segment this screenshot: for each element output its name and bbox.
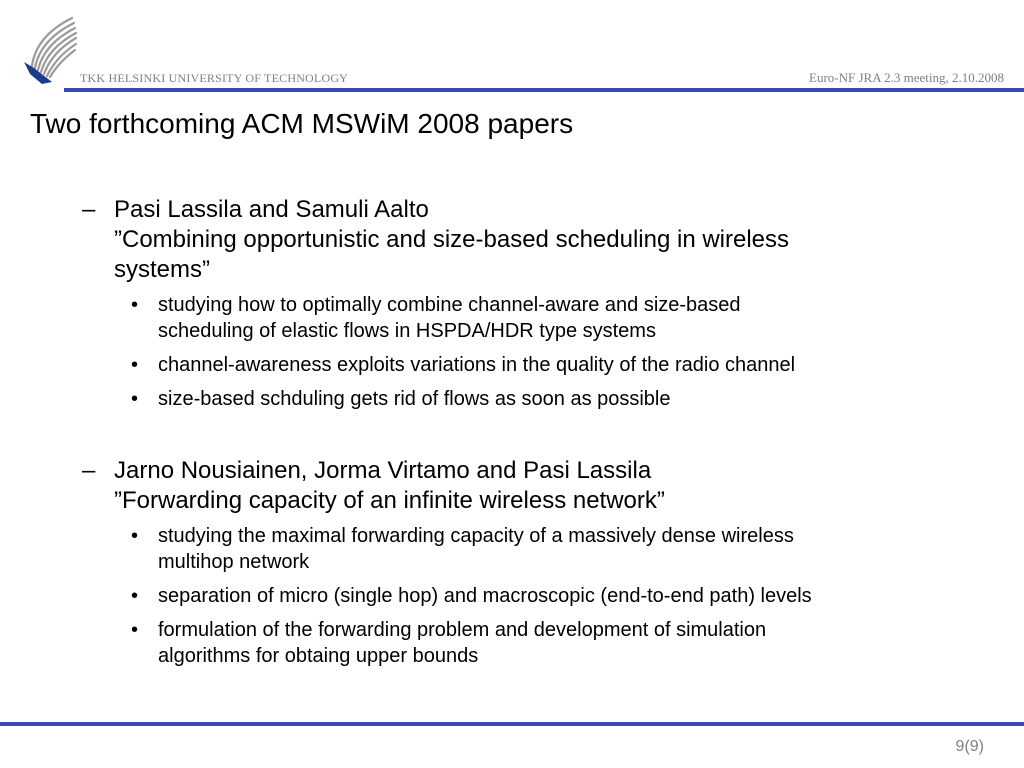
bullet-dot-icon: •: [131, 294, 139, 316]
bullet-line: multihop network: [158, 551, 310, 573]
dash-marker: –: [82, 457, 96, 484]
bullet-line: size-based schduling gets rid of flows as soon as possible: [158, 388, 671, 410]
paper-2-bullets: [0, 523, 1024, 669]
paper-1-title-line-1: ”Combining opportunistic and size-based scheduling in wireless: [114, 226, 790, 253]
header-rule: [64, 88, 1024, 92]
bullet-line: formulation of the forwarding problem and development of simulation: [158, 619, 767, 641]
paper-2-authors: Jarno Nousiainen, Jorma Virtamo and Pasi Lassila: [114, 457, 652, 484]
paper-1-authors: Pasi Lassila and Samuli Aalto: [114, 196, 429, 223]
university-name: TKK HELSINKI UNIVERSITY OF TECHNOLOGY: [80, 71, 349, 85]
paper-2: [0, 456, 1024, 669]
bullet-dot-icon: •: [131, 619, 139, 641]
bullet-line: separation of micro (single hop) and macroscopic (end-to-end path) levels: [158, 585, 812, 607]
bullet-item: [0, 617, 1024, 669]
bullet-line: channel-awareness exploits variations in the quality of the radio channel: [158, 354, 796, 376]
slide-title: Two forthcoming ACM MSWiM 2008 papers: [30, 108, 574, 139]
bullet-item: [0, 386, 1024, 412]
page-number: 9(9): [955, 738, 984, 755]
bullet-item: [0, 292, 1024, 344]
bullet-line: studying how to optimally combine channel-aware and size-based: [158, 294, 741, 316]
tkk-logo-icon: [22, 14, 78, 88]
bullet-line: algorithms for obtaing upper bounds: [158, 645, 479, 667]
bullet-dot-icon: •: [131, 388, 139, 410]
paper-1-bullets: [0, 292, 1024, 412]
paper-2-title-line-1: ”Forwarding capacity of an infinite wireless network”: [114, 487, 665, 514]
bullet-item: [0, 352, 1024, 378]
bullet-dot-icon: •: [131, 585, 139, 607]
paper-1: [0, 195, 1024, 412]
bullet-dot-icon: •: [131, 354, 139, 376]
bullet-item: [0, 523, 1024, 575]
bullet-dot-icon: •: [131, 525, 139, 547]
bullet-line: studying the maximal forwarding capacity of a massively dense wireless: [158, 525, 794, 547]
bullet-item: [0, 583, 1024, 609]
dash-marker: –: [82, 196, 96, 223]
slide-content: [0, 195, 1024, 713]
paper-1-title-line-2: systems”: [114, 256, 210, 283]
paper-2-heading: [114, 456, 1024, 516]
meeting-info: Euro-NF JRA 2.3 meeting, 2.10.2008: [809, 70, 1004, 85]
bullet-line: scheduling of elastic flows in HSPDA/HDR type systems: [158, 320, 656, 342]
footer-rule: [0, 722, 1024, 726]
paper-1-heading: [114, 195, 1024, 285]
